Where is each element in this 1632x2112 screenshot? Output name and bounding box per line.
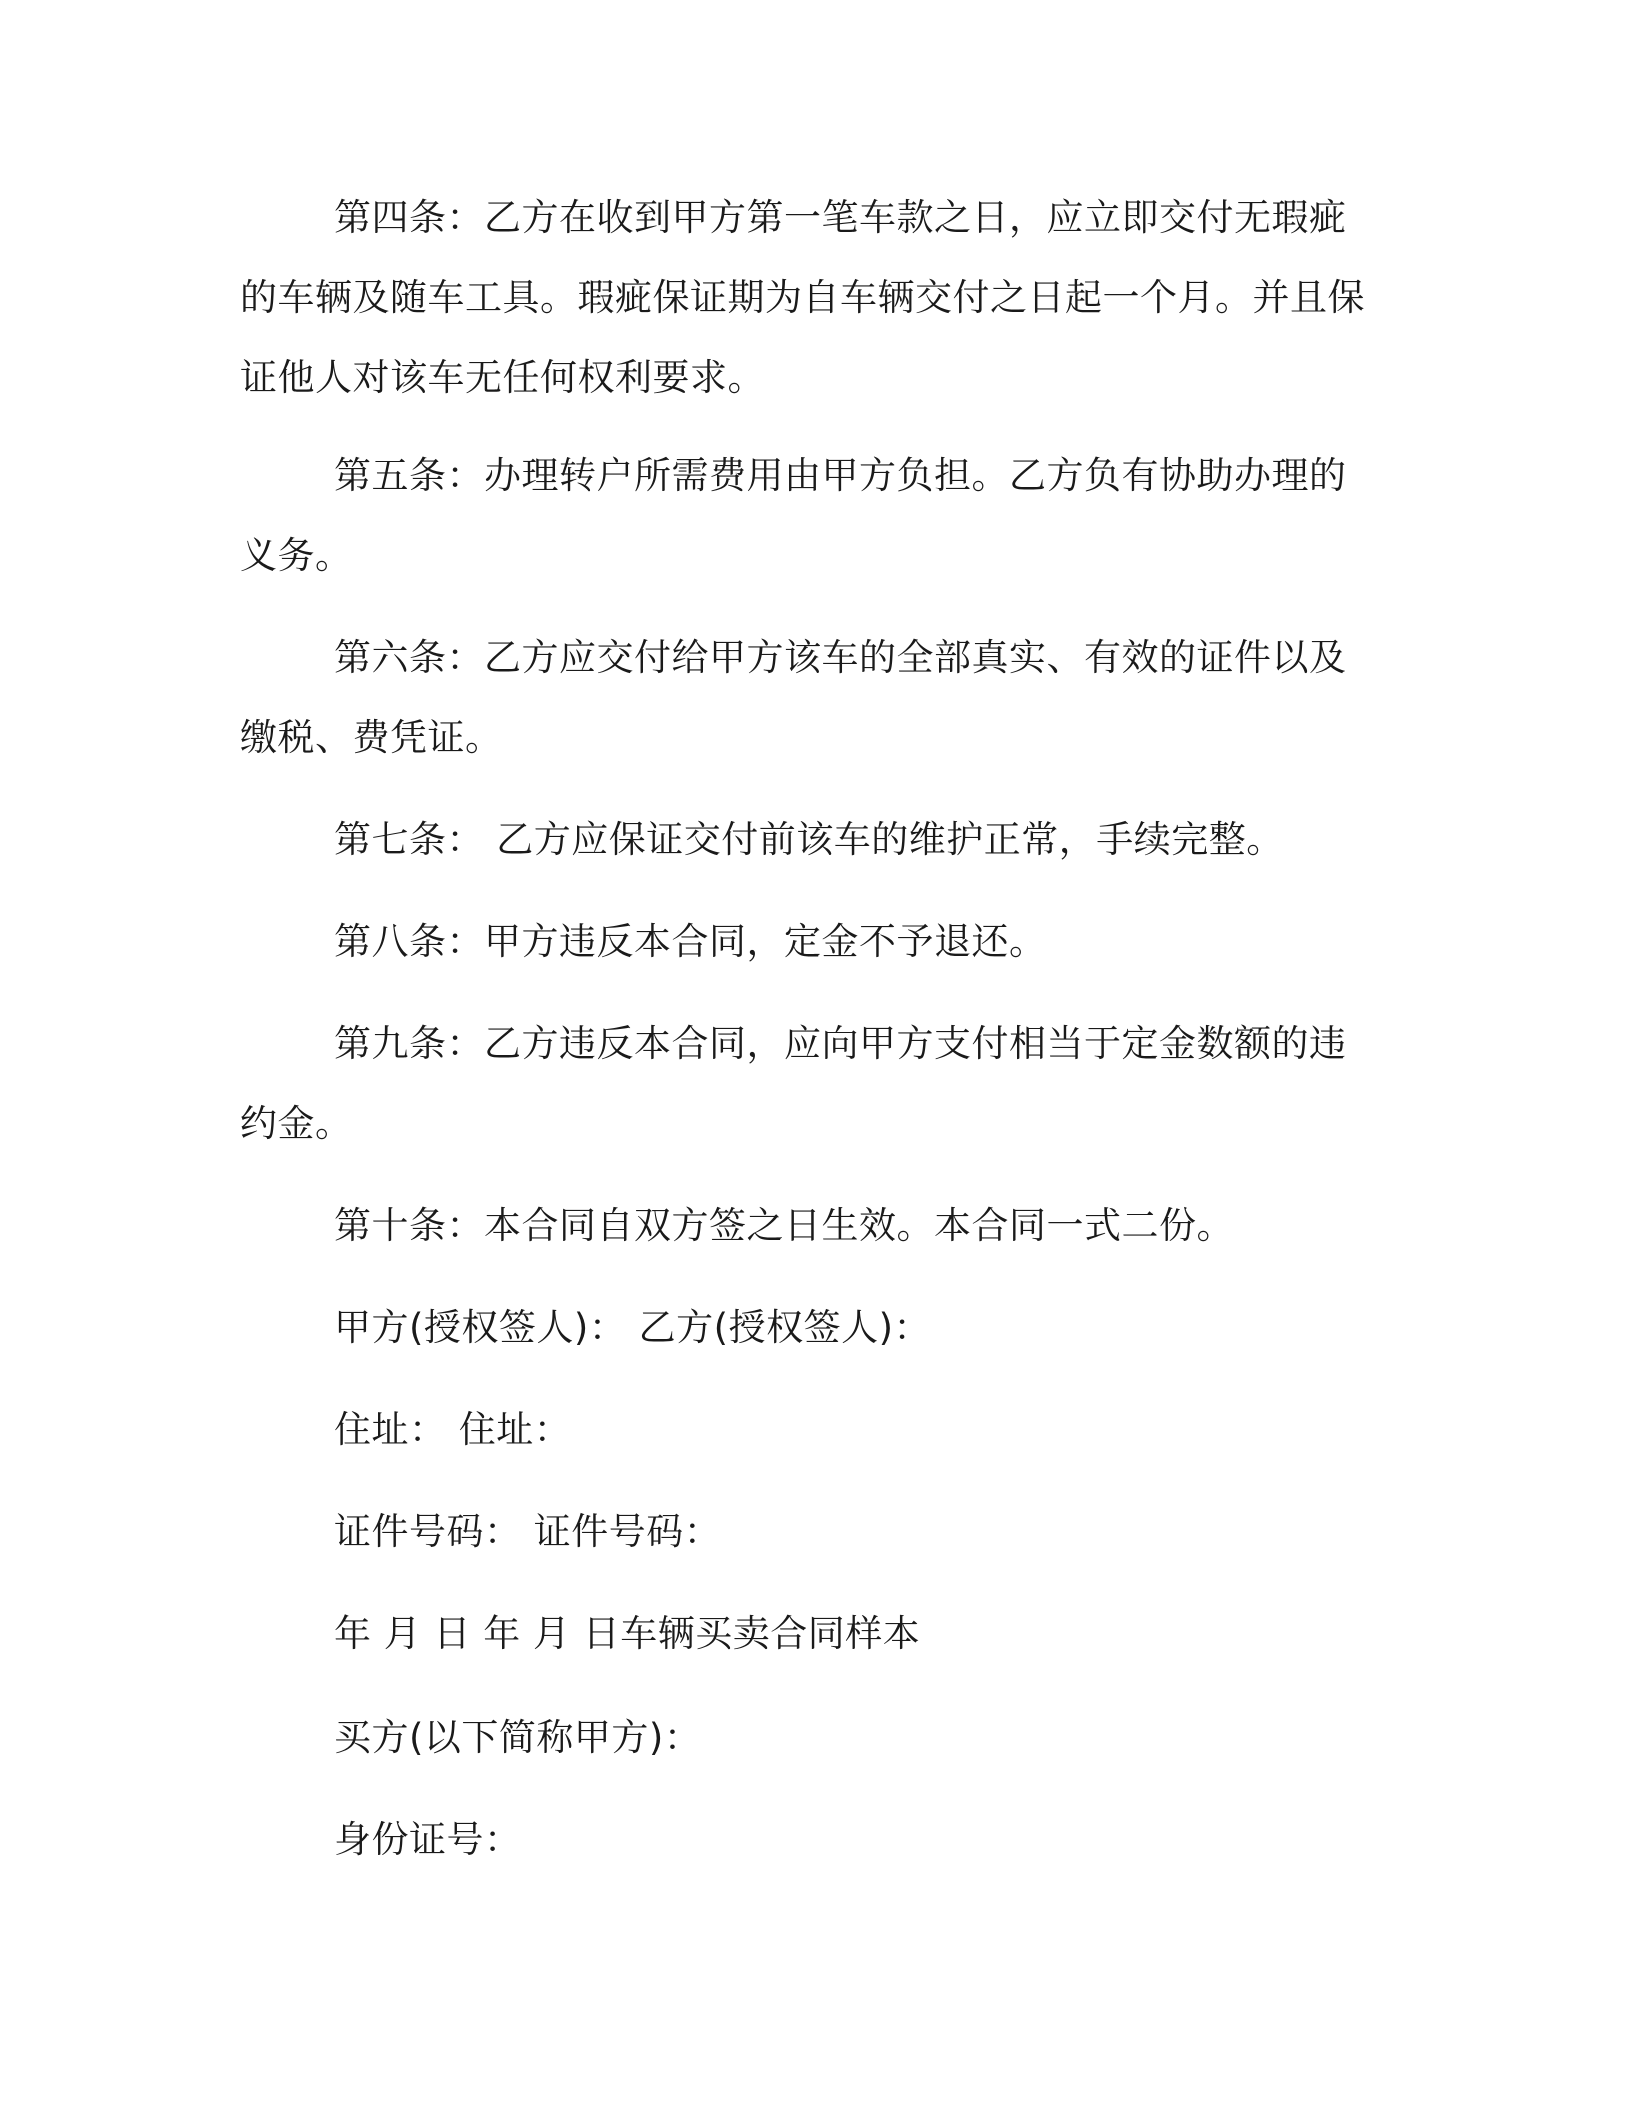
buyer-id-line: 身份证号： [334,1818,522,1861]
article-4-paragraph: 第四条：乙方在收到甲方第一笔车款之日，应立即交付无瑕疵的车辆及随车工具。瑕疵保证期为自车辆交付之日起一个月。并且保证他人对该车无任何权利要求。 [240,196,1365,399]
id-number-line: 证件号码： 证件号码： [334,1510,722,1553]
article-9-paragraph: 第九条：乙方违反本合同，应向甲方支付相当于定金数额的违约金。 [240,1022,1347,1145]
article-6-paragraph: 第六条：乙方应交付给甲方该车的全部真实、有效的证件以及缴税、费凭证。 [240,636,1347,759]
article-5-paragraph: 第五条：办理转户所需费用由甲方负担。乙方负有协助办理的义务。 [240,454,1347,577]
buyer-line: 买方(以下简称甲方)： [334,1716,702,1759]
address-line: 住址： 住址： [334,1408,572,1451]
article-10-paragraph: 第十条：本合同自双方签之日生效。本合同一式二份。 [334,1204,1234,1247]
article-8-paragraph: 第八条：甲方违反本合同，定金不予退还。 [334,920,1047,963]
signatories-line: 甲方(授权签人)： 乙方(授权签人)： [334,1306,932,1349]
article-7-paragraph: 第七条： 乙方应保证交付前该车的维护正常，手续完整。 [334,818,1284,861]
date-and-next-title-line: 年 月 日 年 月 日车辆买卖合同样本 [334,1612,921,1655]
